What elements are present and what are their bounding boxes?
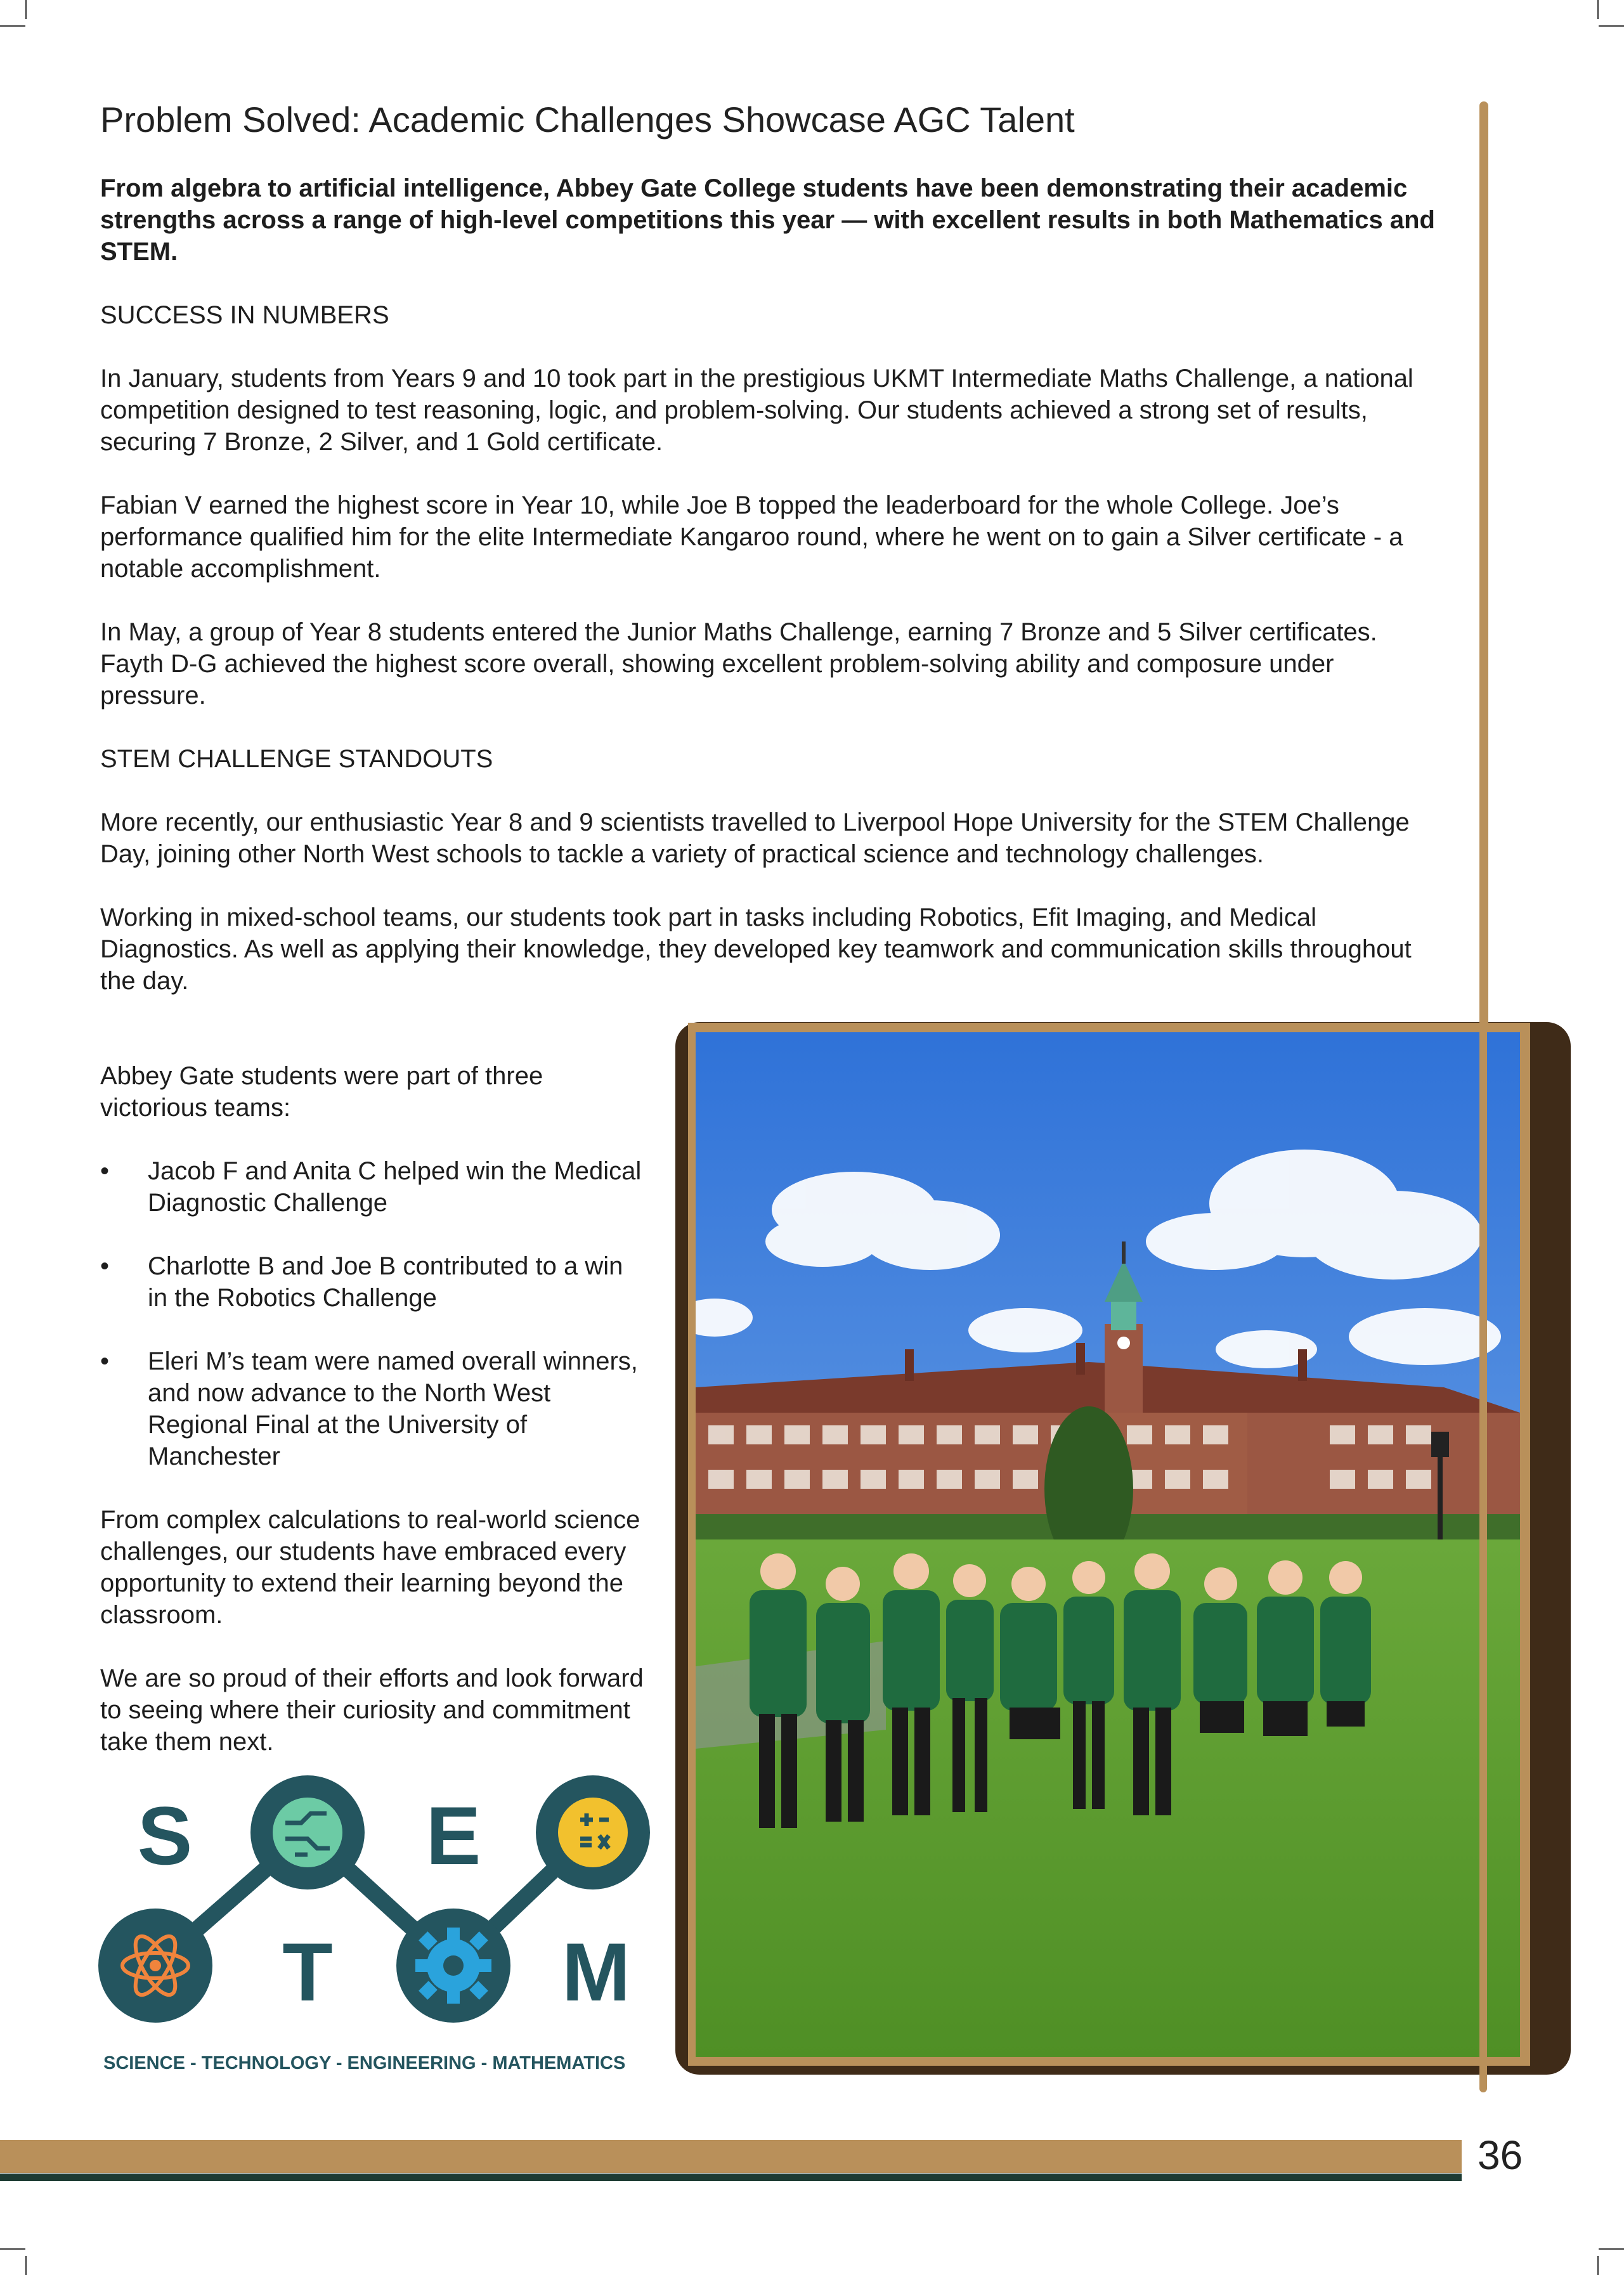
paragraph: More recently, our enthusiastic Year 8 and 9 scientists travelled to Liverpool Hope University for the STEM Challenge Day, joining other North West schools to tackle a variety of practical science and technology challenges. <box>100 808 1410 868</box>
article-body-lower <box>100 1060 646 1789</box>
teams-intro: Abbey Gate students were part of three victorious teams: <box>100 1062 543 1122</box>
list-item <box>100 1250 646 1314</box>
section-heading-success: SUCCESS IN NUMBERS <box>100 301 389 329</box>
gear-icon <box>415 1928 491 2004</box>
gold-vertical-rule <box>1479 1014 1487 2092</box>
crop-mark <box>1597 0 1599 19</box>
paragraph: Fabian V earned the highest score in Year 10, while Joe B topped the leaderboard for the whole College. Joe’s performance qualified him for the elite Intermediate Kangaroo round, where he went on to gain a Silver certificate - a notable accomplishment. <box>100 491 1403 583</box>
crop-mark <box>1599 2248 1624 2250</box>
paragraph: In January, students from Years 9 and 10 took part in the prestigious UKMT Intermediate Maths Challenge, a national competition designed to test reasoning, logic, and problem-solving. Our students achieved a strong set of results, securing 7 Bronze, 2 Silver, and 1 Gold certificate. <box>100 365 1413 456</box>
paragraph: Working in mixed-school teams, our students took part in tasks including Robotics, Efit Imaging, and Medical Diagnostics. As well as applying their knowledge, they developed key teamwork and communication skills throughout the day. <box>100 904 1412 995</box>
crop-mark <box>0 2248 25 2250</box>
crop-mark <box>1597 2256 1599 2275</box>
footer-gold-bar <box>0 2140 1462 2173</box>
crop-mark <box>25 2256 27 2275</box>
stem-logo <box>98 1775 656 2086</box>
gold-vertical-rule <box>1479 101 1488 1027</box>
bullet: • <box>100 1347 110 1375</box>
crop-mark <box>0 25 25 27</box>
stem-caption: SCIENCE - TECHNOLOGY - ENGINEERING - MATHEMATICS <box>103 2053 626 2073</box>
intro-paragraph: From algebra to artificial intelligence, Abbey Gate College students have been demonstrating their academic strengths across a range of high-level competitions this year — with excellent results in both Mathematics and STEM. <box>100 174 1435 266</box>
bullet: • <box>100 1157 110 1185</box>
logo-letter-m: M <box>561 1926 631 2018</box>
logo-letter-s: S <box>137 1789 193 1882</box>
footer-dark-line <box>0 2174 1462 2181</box>
list-item <box>100 1155 646 1219</box>
logo-letter-t: T <box>282 1926 333 2018</box>
article-body <box>100 172 1445 1028</box>
page-title: Problem Solved: Academic Challenges Showcase AGC Talent <box>100 100 1075 139</box>
group-photo <box>696 1032 1520 2057</box>
page-number: 36 <box>1478 2132 1523 2178</box>
list-item-text: Jacob F and Anita C helped win the Medical Diagnostic Challenge <box>148 1157 642 1217</box>
paragraph: In May, a group of Year 8 students entered the Junior Maths Challenge, earning 7 Bronze and 5 Silver certificates. Fayth D-G achieved the highest score overall, showing excellent problem-solving ability and composure under pressure. <box>100 618 1377 710</box>
list-item <box>100 1345 646 1472</box>
closing-paragraph: From complex calculations to real-world science challenges, our students have embraced every opportunity to extend their learning beyond the classroom. <box>100 1506 640 1629</box>
winners-list <box>100 1155 646 1472</box>
section-heading-stem: STEM CHALLENGE STANDOUTS <box>100 745 493 773</box>
group-photo-illustration <box>696 1032 1520 2057</box>
math-symbols-icon <box>558 1798 628 1867</box>
crop-mark <box>1599 25 1624 27</box>
bullet: • <box>100 1252 110 1280</box>
logo-letter-e: E <box>425 1789 481 1882</box>
list-item-text: Charlotte B and Joe B contributed to a win in the Robotics Challenge <box>148 1252 623 1312</box>
list-item-text: Eleri M’s team were named overall winners, and now advance to the North West Regional Final at the University of Manchester <box>148 1347 638 1470</box>
crop-mark <box>25 0 27 19</box>
closing-paragraph: We are so proud of their efforts and look forward to seeing where their curiosity and commitment take them next. <box>100 1664 644 1756</box>
